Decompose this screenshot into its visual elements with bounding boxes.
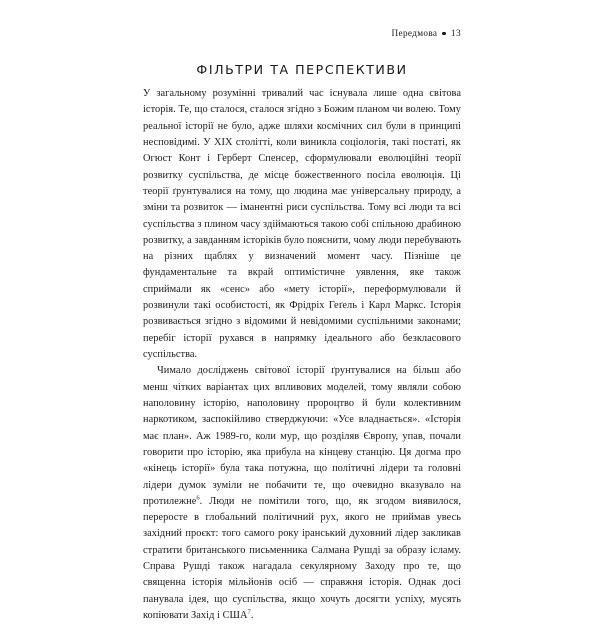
paragraph-2-segment-a: Чимало досліджень світової історії ґрунтувалися на більш або менш чітких варіантах цих впливових моделей, тому являли собою наполовину історію, наполовину пророцтво й були колективним наркотиком, заспокійливо стверджуючи: «Усе владнається». «Історія має план». Аж 1989-го, коли мур, що розділяв Європу, упав, почали говорити про історію, яка прибула на кінцеву станцію. Ця догма про «кінець історії» була така потужна, що політичні лідери та головні лідери думок зуміли не побачити те, що очевидно вказувало на протилежне <box>143 365 461 507</box>
section-title: ФІЛЬТРИ ТА ПЕРСПЕКТИВИ <box>196 62 408 78</box>
page-number: 13 <box>450 29 461 39</box>
running-head-label: Передмова <box>391 28 438 38</box>
body-paragraph-2 <box>143 363 461 624</box>
body-paragraph-1: У загальному розумінні тривалий час існувала лише одна світова історія. Те, що сталося, сталося згідно з Божим планом чи волею. Тому реальної історії не було, адже шляхи космічних сил були в принципі несповідимі. У XIX столітті, коли виникла соціологія, такі постаті, як Огюст Конт і Герберт Спенсер, сформулювали еволюційні теорії розвитку суспільства, де місце божественного посіла еволюція. Ці теорії ґрунтувалися на тому, що людина має універсальну природу, а зміни та розвиток — іманентні риси суспільства. Тому всі люди та всі суспільства з плином часу здіймаються такою собі спільною драбиною розвитку, а завданням історіків було пояснити, чому люди перебувають на різних щаблях у визначений момент часу. Пізніше це фундаментальне та вкрай оптимістичне уявлення, яке також сприймали як «сенс» або «мету історії», переформулювали й розвинули такі особистості, як Фрідріх Геґель і Карл Маркс. Історія розвивається згідно з відомими й невідомими суспільними законами; перебіг історії рухався в напрямку ідеального або безкласового суспільства. <box>143 88 461 360</box>
running-head <box>143 28 461 39</box>
bullet-dot-icon <box>442 32 446 36</box>
footnote-marker-6[interactable]: 6 <box>196 494 200 502</box>
text-column <box>143 86 461 624</box>
paragraph-2-segment-c: . <box>250 610 254 621</box>
footnote-marker-7[interactable]: 7 <box>247 608 251 616</box>
paragraph-2-segment-b: . Люди не помітили того, що, як згодом виявилося, переросте в глобальний політичний рух, якого не приймав увесь західний проєкт: того самого року іранський духовний лідер закликав стратити британського письменника Салмана Рушді за образу ісламу. Справа Рушді також нагадала секулярному Заходу про те, що священна історія мільйонів осіб — справжня історія. Однак досі панувала ідея, що суспільства, якщо хочуть досягти успіху, мусять копіювати Захід і США <box>143 495 461 621</box>
